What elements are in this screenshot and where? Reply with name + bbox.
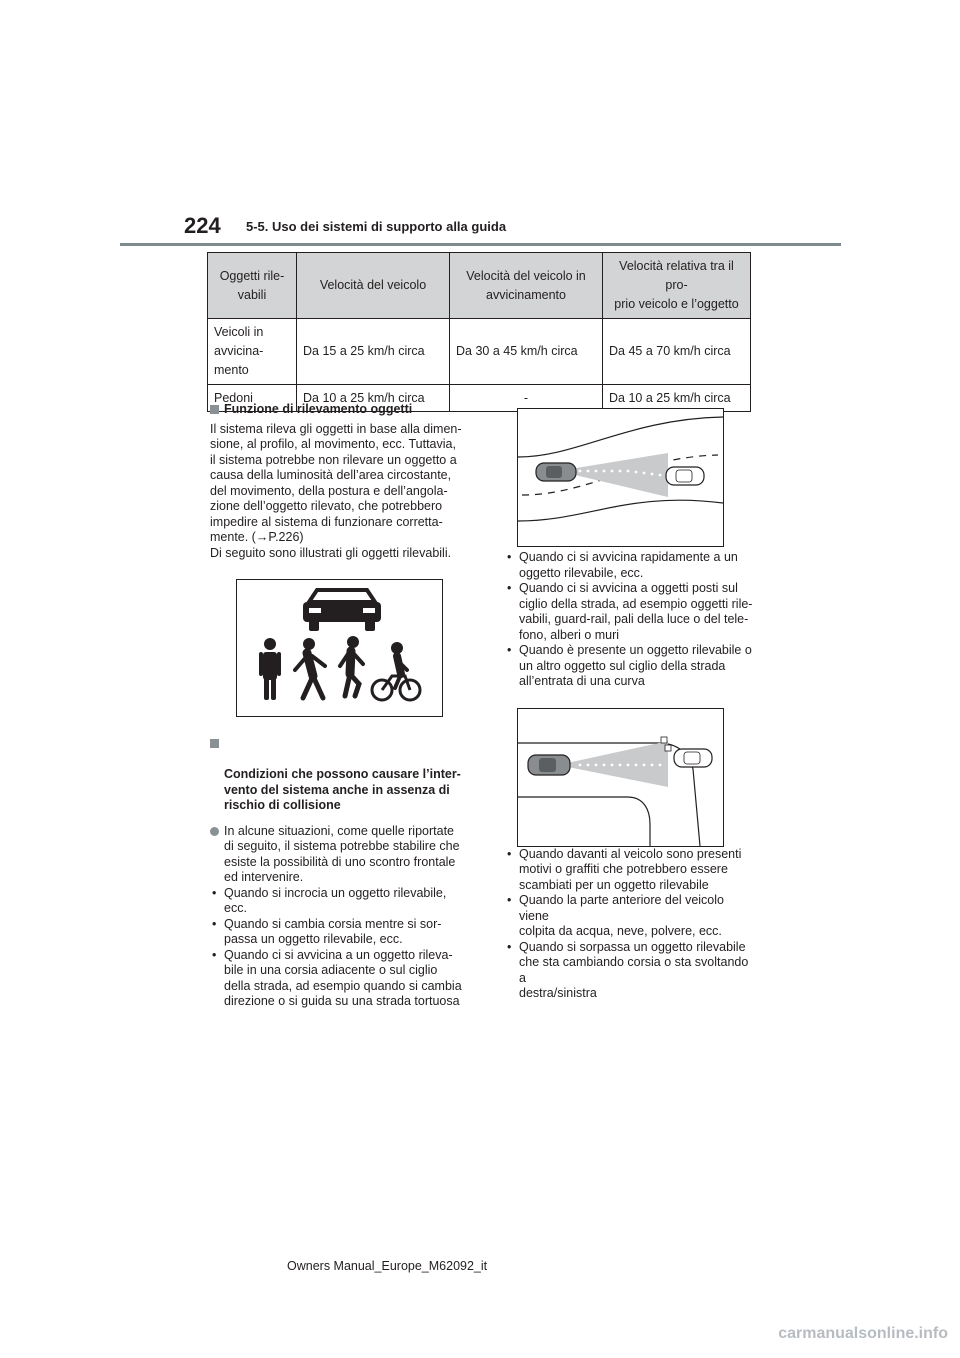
cyclist-icon	[372, 642, 420, 700]
curved-road-drawing	[518, 409, 723, 546]
list-item-text: Quando si incrocia un oggetto rilevabile, ecc.	[224, 885, 447, 915]
heading-text: Funzione di rilevamento oggetti	[224, 402, 413, 416]
list-item-text: Quando la parte anteriore del veicolo viene colpita da acqua, neve, polvere, ecc.	[519, 893, 724, 938]
bullet-list	[210, 886, 478, 1010]
circle-bullet-icon	[210, 827, 219, 836]
parked-vehicle-icon	[674, 749, 712, 767]
list-item-text: Quando ci si avvicina a oggetti posti sul ciglio della strada, ad esempio oggetti rile- vabili, guard-rail, pali della luce o del tele- fono, alberi o muri	[519, 581, 753, 642]
table-header-cell	[450, 253, 603, 319]
header-rule	[120, 243, 841, 246]
header-text: Velocità relativa tra il pro- prio veicolo e l’oggetto	[614, 259, 739, 311]
header-text: Oggetti rile- vabili	[219, 268, 285, 302]
table-cell: Da 10 a 25 km/h circa	[297, 385, 450, 412]
table-cell	[208, 319, 297, 385]
table-header-cell	[208, 253, 297, 319]
pedestrian-walking-icon	[295, 638, 325, 698]
pedestrian-standing-icon	[259, 638, 281, 700]
table-header-row	[208, 253, 751, 319]
watermark[interactable]: carmanualsonline.info	[778, 1325, 948, 1342]
list-item	[505, 643, 755, 690]
list-item	[505, 550, 755, 581]
header-text: Velocità del veicolo	[319, 278, 427, 292]
table-cell: Pedoni	[208, 385, 297, 412]
section-heading	[210, 736, 478, 814]
corner-road-illustration	[517, 708, 724, 847]
detectable-objects-drawing	[237, 580, 442, 716]
table-header-cell	[603, 253, 751, 319]
oncoming-vehicle-icon	[666, 467, 704, 485]
square-bullet-icon	[210, 405, 219, 414]
detectable-objects-illustration	[236, 579, 443, 717]
page-number: 224	[184, 213, 221, 238]
table-cell: Da 45 a 70 km/h circa	[603, 319, 751, 385]
own-vehicle-icon	[528, 755, 570, 775]
table-cell: Da 10 a 25 km/h circa	[603, 385, 751, 412]
list-item-text: Quando ci si avvicina rapidamente a un oggetto rilevabile, ecc.	[519, 550, 738, 580]
bullet-list	[505, 550, 755, 690]
section-heading	[210, 402, 478, 418]
header-text: Velocità del veicolo in avvicinamento	[466, 268, 586, 302]
list-item	[210, 917, 478, 948]
road-edge	[518, 797, 650, 846]
list-item-text: Quando ci si avvicina a un oggetto rileva- bile in una corsia adiacente o sul ciglio della strada, ad esempio quando si cambia direzione o si guida su una strada tortuosa	[224, 947, 462, 1008]
table-header-cell	[297, 253, 450, 319]
pedestrian-running-icon	[340, 636, 363, 696]
list-item-text: Quando si sorpassa un oggetto rilevabile che sta cambiando corsia o sta svoltando a destra/sinistra	[519, 939, 749, 1000]
square-bullet-icon	[210, 739, 219, 748]
cell-text: Veicoli in avvicina- mento	[214, 325, 264, 377]
list-item	[505, 847, 755, 894]
table-cell: Da 15 a 25 km/h circa	[297, 319, 450, 385]
list-item	[505, 893, 755, 940]
list-item	[210, 948, 478, 1010]
road-edge	[518, 417, 723, 457]
list-item-text: Quando si cambia corsia mentre si sor- passa un oggetto rilevabile, ecc.	[224, 916, 442, 946]
corner-road-drawing	[518, 709, 723, 846]
section-title: 5-5. Uso dei sistemi di supporto alla guida	[246, 219, 507, 234]
list-item	[505, 581, 755, 643]
own-vehicle-icon	[536, 463, 576, 481]
list-item-text: Quando davanti al veicolo sono presenti motivi o graffiti che potrebbero essere scambiati per un oggetto rilevabile	[519, 846, 742, 892]
curved-road-illustration	[517, 408, 724, 547]
circle-item	[210, 824, 478, 886]
speed-table	[207, 252, 751, 412]
footer-text: Owners Manual_Europe_M62092_it	[287, 1259, 488, 1273]
body-paragraph: Il sistema rileva gli oggetti in base alla dimen- sione, al profilo, al movimento, ecc. Tuttavia, il sistema potrebbe non rilevare un oggetto a causa della luminosità dell’area circostante, del movimento, della postura e dell’angola- zione dell’oggetto rilevato, che potrebbero impedire al sistema di funzionare corretta- mente. (→P.226) Di seguito sono illustrati gli oggetti rilevabili.	[210, 421, 462, 560]
table-cell: Da 30 a 45 km/h circa	[450, 319, 603, 385]
heading-text: Condizioni che possono causare l’inter- vento del sistema anche in assenza di rischio di collisione	[224, 767, 461, 812]
road-edge	[518, 500, 723, 521]
bullet-list	[505, 847, 755, 1002]
table-row	[208, 319, 751, 385]
list-item-text: Quando è presente un oggetto rilevabile o un altro oggetto sul ciglio della strada all’entrata di una curva	[519, 643, 752, 688]
list-item	[505, 940, 755, 1002]
table-cell: -	[450, 385, 603, 412]
car-front-icon	[303, 590, 381, 631]
list-item	[210, 886, 478, 917]
circle-item-text: In alcune situazioni, come quelle riportate di seguito, il sistema potrebbe stabilire che esiste la possibilità di uno scontro frontale ed intervenire.	[224, 823, 460, 884]
